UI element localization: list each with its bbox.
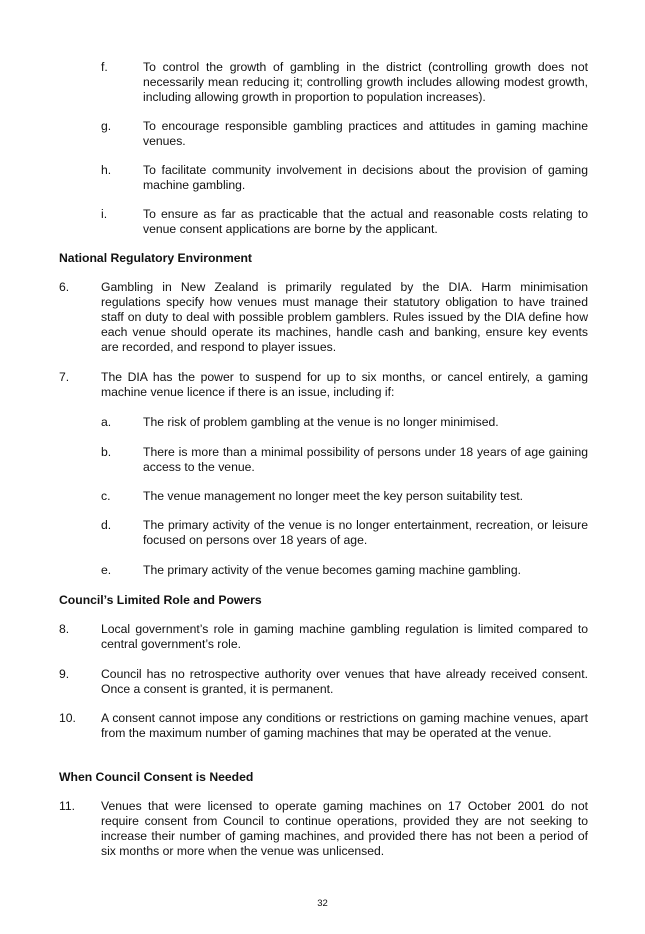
list-item-i [101,207,588,237]
subitem-marker: e. [101,563,112,577]
subitem-c [101,489,588,504]
paragraph-number: 10. [59,711,76,725]
paragraph-text: Venues that were licensed to operate gaming machines on 17 October 2001 do not require consent from Council to continue operations, provided they are not seeking to increase their number of gaming machines, and provided there has not been a period of six months or more when the venue was unlicensed. [101,799,588,858]
paragraph-10 [59,711,588,741]
page-number: 32 [317,898,328,909]
subitem-e [101,563,588,578]
subitem-text: There is more than a minimal possibility of persons under 18 years of age gaining access to the venue. [143,445,588,474]
list-marker: h. [101,163,112,177]
list-text: To control the growth of gambling in the district (controlling growth does not necessarily mean reducing it; controlling growth includes allowing modest growth, including allowing growth in proportion to population increases). [143,60,588,104]
list-text: To encourage responsible gambling practices and attitudes in gaming machine venues. [143,119,588,148]
subitem-text: The primary activity of the venue becomes gaming machine gambling. [143,563,521,577]
subitem-text: The primary activity of the venue is no longer entertainment, recreation, or leisure focused on persons over 18 years of age. [143,518,588,547]
paragraph-8 [59,622,588,652]
subitem-b [101,445,588,475]
paragraph-text: A consent cannot impose any conditions or restrictions on gaming machine venues, apart from the maximum number of gaming machines that may be operated at the venue. [101,711,588,740]
paragraph-text: Gambling in New Zealand is primarily regulated by the DIA. Harm minimisation regulations specify how venues must manage their statutory obligation to have trained staff on duty to deal with possible problem gamblers. Rules issued by the DIA define how each venue should operate its machines, handle cash and banking, ensure key events are recorded, and respond to player issues. [101,280,588,354]
paragraph-number: 8. [59,622,70,636]
paragraph-7 [59,370,588,400]
paragraph-number: 7. [59,370,70,384]
list-text: To facilitate community involvement in decisions about the provision of gaming machine gambling. [143,163,588,192]
paragraph-text: The DIA has the power to suspend for up to six months, or cancel entirely, a gaming machine venue licence if there is an issue, including if: [101,370,588,399]
subitem-marker: a. [101,415,112,429]
subitem-marker: d. [101,518,112,532]
subitem-text: The venue management no longer meet the key person suitability test. [143,489,524,503]
subitem-marker: c. [101,489,111,503]
paragraph-text: Local government’s role in gaming machine gambling regulation is limited compared to central government’s role. [101,622,588,651]
paragraph-9 [59,667,588,697]
list-marker: f. [101,60,108,74]
list-item-g [101,119,588,149]
subitem-d [101,518,588,548]
paragraph-6 [59,280,588,355]
paragraph-number: 6. [59,280,70,294]
paragraph-number: 11. [59,799,76,813]
section-heading: Council’s Limited Role and Powers [59,593,262,607]
paragraph-text: Council has no retrospective authority over venues that have already received consent. Once a consent is granted, it is permanent. [101,667,588,696]
list-item-f [101,60,588,105]
subitem-a [101,415,588,430]
subitem-text: The risk of problem gambling at the venue is no longer minimised. [143,415,499,429]
list-text: To ensure as far as practicable that the actual and reasonable costs relating to venue consent applications are borne by the applicant. [143,207,588,236]
list-item-h [101,163,588,193]
paragraph-number: 9. [59,667,70,681]
section-heading: When Council Consent is Needed [59,770,254,784]
list-marker: i. [101,207,108,221]
subitem-marker: b. [101,445,112,459]
list-marker: g. [101,119,112,133]
section-heading: National Regulatory Environment [59,251,252,265]
paragraph-11 [59,799,588,859]
